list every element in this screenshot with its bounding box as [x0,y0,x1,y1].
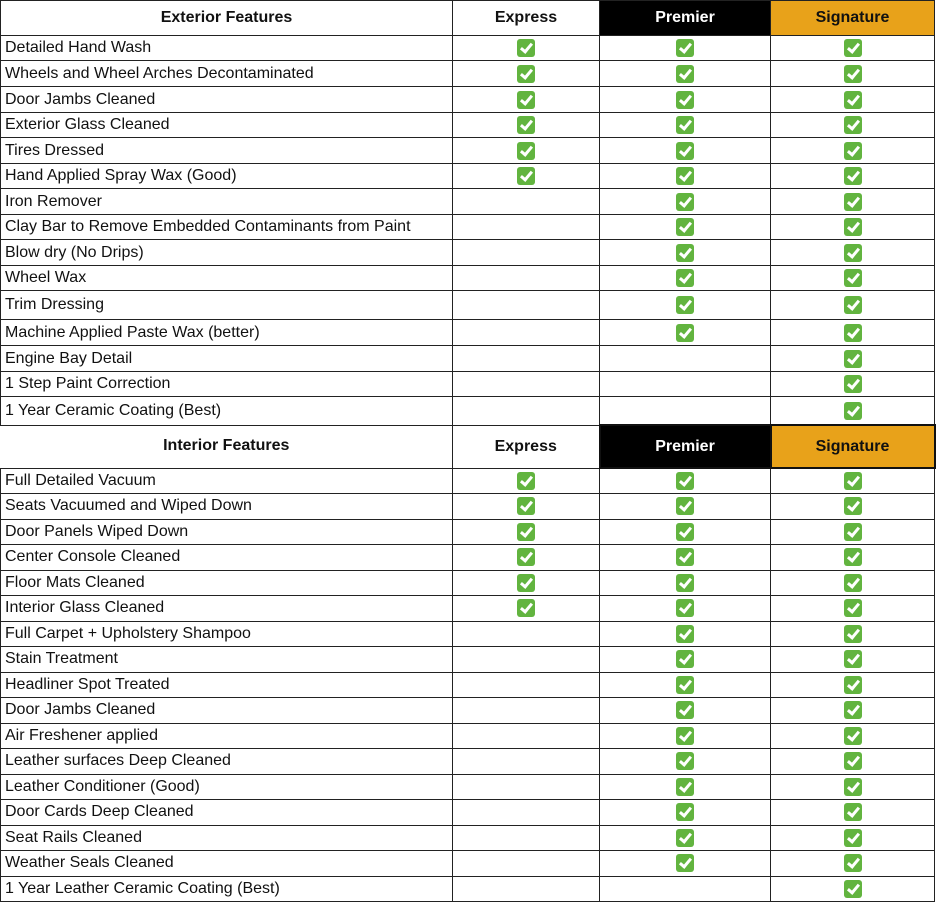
check-mark-icon [844,142,862,160]
table-row [1,672,935,697]
table-row [1,519,935,544]
feature-name: Center Console Cleaned [1,544,453,570]
signature-cell [771,850,935,876]
table-row [1,799,935,825]
express-cell [453,87,600,113]
signature-column-heading: Signature [771,425,935,468]
table-row [1,397,935,426]
table-row [1,215,935,240]
check-mark-icon [676,167,694,185]
express-column-heading: Express [453,425,600,468]
check-mark-icon [844,574,862,592]
check-mark-icon [844,167,862,185]
table-row [1,240,935,266]
table-row [1,138,935,164]
signature-cell [771,138,935,164]
premier-cell [600,291,771,320]
express-cell [453,291,600,320]
check-mark-icon [676,829,694,847]
check-mark-icon [676,701,694,719]
signature-cell [771,774,935,799]
check-mark-icon [676,65,694,83]
table-row [1,570,935,595]
feature-name: Air Freshener applied [1,723,453,748]
check-mark-icon [517,142,535,160]
premier-cell [600,164,771,189]
check-mark-icon [844,296,862,314]
check-mark-icon [844,599,862,617]
feature-name: Headliner Spot Treated [1,672,453,697]
feature-name: Seats Vacuumed and Wiped Down [1,493,453,519]
feature-name: Interior Glass Cleaned [1,595,453,621]
check-mark-icon [844,625,862,643]
check-mark-icon [844,402,862,420]
signature-cell [771,595,935,621]
check-mark-icon [676,269,694,287]
table-row [1,372,935,397]
check-mark-icon [676,727,694,745]
check-mark-icon [844,497,862,515]
signature-cell [771,519,935,544]
check-mark-icon [844,829,862,847]
express-cell [453,799,600,825]
express-cell [453,723,600,748]
express-cell [453,372,600,397]
signature-cell [771,493,935,519]
check-mark-icon [517,91,535,109]
feature-name: Wheels and Wheel Arches Decontaminated [1,61,453,87]
express-cell [453,570,600,595]
check-mark-icon [844,778,862,796]
check-mark-icon [844,803,862,821]
signature-cell [771,87,935,113]
check-mark-icon [676,854,694,872]
express-cell [453,240,600,266]
check-mark-icon [676,497,694,515]
express-cell [453,189,600,215]
feature-name: Leather Conditioner (Good) [1,774,453,799]
check-mark-icon [844,650,862,668]
table-row [1,825,935,850]
premier-cell [600,61,771,87]
premier-cell [600,646,771,672]
table-row [1,266,935,291]
feature-name: Door Cards Deep Cleaned [1,799,453,825]
check-mark-icon [676,472,694,490]
interior-features-heading: Interior Features [1,425,453,468]
signature-cell [771,723,935,748]
check-mark-icon [676,778,694,796]
premier-cell [600,774,771,799]
express-cell [453,493,600,519]
express-cell [453,621,600,646]
premier-cell [600,36,771,61]
table-row [1,646,935,672]
signature-cell [771,346,935,372]
table-row [1,61,935,87]
premier-column-heading: Premier [600,425,771,468]
express-cell [453,519,600,544]
feature-name: Blow dry (No Drips) [1,240,453,266]
express-cell [453,346,600,372]
exterior-features-heading: Exterior Features [1,1,453,36]
check-mark-icon [517,167,535,185]
express-cell [453,697,600,723]
check-mark-icon [517,497,535,515]
feature-name: Exterior Glass Cleaned [1,113,453,138]
feature-name: Door Jambs Cleaned [1,697,453,723]
express-cell [453,595,600,621]
table-row [1,723,935,748]
premier-cell [600,672,771,697]
exterior-rows [1,36,935,426]
signature-cell [771,544,935,570]
premier-cell [600,850,771,876]
express-cell [453,266,600,291]
feature-name: Seat Rails Cleaned [1,825,453,850]
table-row [1,164,935,189]
feature-name: 1 Year Ceramic Coating (Best) [1,397,453,426]
signature-cell [771,240,935,266]
premier-cell [600,825,771,850]
feature-name: Detailed Hand Wash [1,36,453,61]
check-mark-icon [517,574,535,592]
signature-cell [771,468,935,493]
exterior-header-row [1,1,935,36]
check-mark-icon [844,269,862,287]
premier-cell [600,493,771,519]
feature-name: 1 Year Leather Ceramic Coating (Best) [1,876,453,901]
premier-cell [600,723,771,748]
signature-cell [771,372,935,397]
signature-column-heading: Signature [771,1,935,36]
signature-cell [771,291,935,320]
express-cell [453,468,600,493]
premier-cell [600,748,771,774]
feature-name: Tires Dressed [1,138,453,164]
premier-cell [600,570,771,595]
feature-name: Leather surfaces Deep Cleaned [1,748,453,774]
express-cell [453,774,600,799]
table-row [1,346,935,372]
premier-cell [600,346,771,372]
check-mark-icon [676,116,694,134]
express-cell [453,876,600,901]
express-cell [453,646,600,672]
feature-name: Clay Bar to Remove Embedded Contaminants from Paint [1,215,453,240]
signature-cell [771,646,935,672]
feature-name: Door Jambs Cleaned [1,87,453,113]
premier-cell [600,372,771,397]
check-mark-icon [844,39,862,57]
check-mark-icon [844,880,862,898]
premier-cell [600,621,771,646]
signature-cell [771,697,935,723]
premier-cell [600,799,771,825]
feature-name: Engine Bay Detail [1,346,453,372]
signature-cell [771,621,935,646]
interior-header-row [1,425,935,468]
check-mark-icon [844,523,862,541]
table-row [1,87,935,113]
signature-cell [771,61,935,87]
signature-cell [771,570,935,595]
table-row [1,468,935,493]
express-cell [453,850,600,876]
check-mark-icon [676,599,694,617]
signature-cell [771,113,935,138]
feature-name: Full Detailed Vacuum [1,468,453,493]
express-cell [453,672,600,697]
signature-cell [771,320,935,346]
table-row [1,595,935,621]
feature-name: 1 Step Paint Correction [1,372,453,397]
check-mark-icon [676,91,694,109]
check-mark-icon [676,193,694,211]
check-mark-icon [517,472,535,490]
premier-cell [600,138,771,164]
signature-cell [771,825,935,850]
feature-name: Door Panels Wiped Down [1,519,453,544]
check-mark-icon [844,244,862,262]
check-mark-icon [676,39,694,57]
table-row [1,748,935,774]
check-mark-icon [676,650,694,668]
feature-name: Trim Dressing [1,291,453,320]
interior-rows [1,468,935,901]
check-mark-icon [844,472,862,490]
check-mark-icon [844,193,862,211]
premier-cell [600,215,771,240]
check-mark-icon [844,676,862,694]
check-mark-icon [676,548,694,566]
express-cell [453,36,600,61]
signature-cell [771,876,935,901]
signature-cell [771,189,935,215]
express-cell [453,113,600,138]
express-cell [453,544,600,570]
feature-name: Stain Treatment [1,646,453,672]
check-mark-icon [676,803,694,821]
feature-name: Weather Seals Cleaned [1,850,453,876]
premier-cell [600,189,771,215]
signature-cell [771,672,935,697]
check-mark-icon [517,599,535,617]
check-mark-icon [844,375,862,393]
check-mark-icon [844,727,862,745]
check-mark-icon [844,350,862,368]
feature-name: Floor Mats Cleaned [1,570,453,595]
premier-cell [600,519,771,544]
feature-name: Wheel Wax [1,266,453,291]
check-mark-icon [517,65,535,83]
check-mark-icon [676,142,694,160]
table-row [1,291,935,320]
premier-cell [600,595,771,621]
check-mark-icon [844,91,862,109]
express-cell [453,825,600,850]
table-row [1,36,935,61]
premier-cell [600,697,771,723]
table-row [1,189,935,215]
check-mark-icon [676,523,694,541]
premier-cell [600,320,771,346]
check-mark-icon [844,752,862,770]
premier-cell [600,113,771,138]
premier-cell [600,468,771,493]
check-mark-icon [676,752,694,770]
signature-cell [771,397,935,426]
check-mark-icon [517,39,535,57]
express-cell [453,748,600,774]
check-mark-icon [676,218,694,236]
table-row [1,544,935,570]
check-mark-icon [517,523,535,541]
premier-cell [600,87,771,113]
table-row [1,774,935,799]
premier-cell [600,266,771,291]
check-mark-icon [844,116,862,134]
check-mark-icon [844,65,862,83]
signature-cell [771,36,935,61]
premier-cell [600,544,771,570]
express-cell [453,138,600,164]
table-row [1,850,935,876]
signature-cell [771,799,935,825]
table-row [1,113,935,138]
feature-name: Full Carpet + Upholstery Shampoo [1,621,453,646]
check-mark-icon [676,296,694,314]
check-mark-icon [676,574,694,592]
signature-cell [771,215,935,240]
feature-name: Machine Applied Paste Wax (better) [1,320,453,346]
express-cell [453,61,600,87]
check-mark-icon [676,625,694,643]
check-mark-icon [844,218,862,236]
interior-features-table [0,424,936,902]
premier-column-heading: Premier [600,1,771,36]
check-mark-icon [844,324,862,342]
check-mark-icon [676,324,694,342]
check-mark-icon [517,116,535,134]
express-cell [453,397,600,426]
check-mark-icon [676,244,694,262]
exterior-features-table [0,0,935,426]
check-mark-icon [844,548,862,566]
premier-cell [600,876,771,901]
check-mark-icon [844,701,862,719]
express-cell [453,215,600,240]
table-row [1,876,935,901]
check-mark-icon [676,676,694,694]
feature-name: Hand Applied Spray Wax (Good) [1,164,453,189]
table-row [1,697,935,723]
check-mark-icon [517,548,535,566]
table-row [1,493,935,519]
express-cell [453,320,600,346]
signature-cell [771,266,935,291]
signature-cell [771,748,935,774]
table-row [1,320,935,346]
feature-name: Iron Remover [1,189,453,215]
check-mark-icon [844,854,862,872]
express-cell [453,164,600,189]
premier-cell [600,240,771,266]
table-row [1,621,935,646]
premier-cell [600,397,771,426]
signature-cell [771,164,935,189]
express-column-heading: Express [453,1,600,36]
